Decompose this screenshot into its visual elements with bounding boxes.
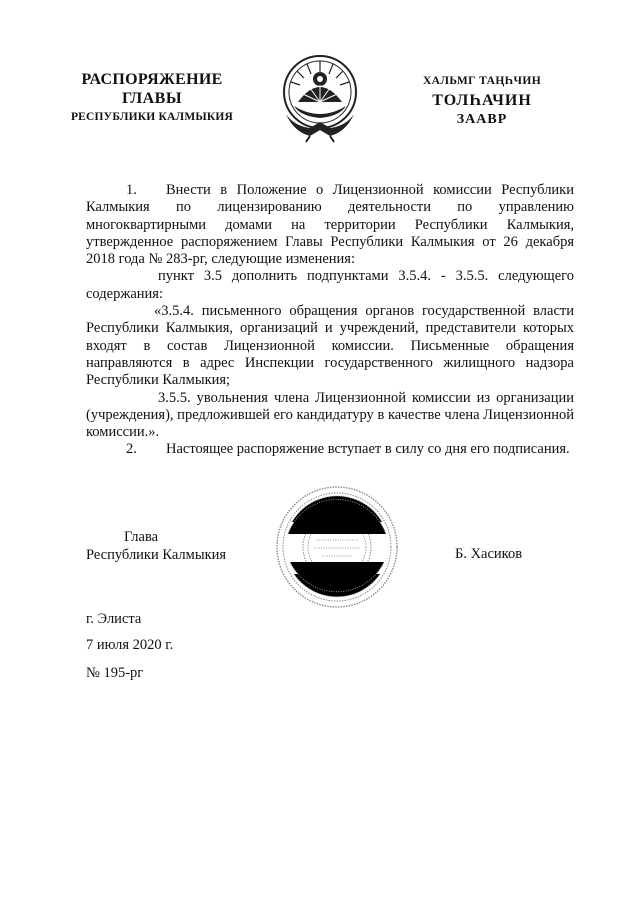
header-right-line2: ТОЛҺАЧИН — [432, 92, 532, 109]
paragraph-item-354: «3.5.4. письменного обращения органов государственной власти Республики Калмыкия, организаций и учреждений, представители которых входят в состав Лицензионной комиссии. Письменные обращения направляются в адрес Инспекции государственного жилищного надзора Республики Калмыкия; — [86, 303, 574, 389]
item2-number: 2. — [126, 441, 137, 458]
item1-text: Внести в Положение о Лицензионной комиссии Республики Калмыкия по лицензированию деятельности по управлению многоквартирными домами на территории Республики Калмыкия, утвержденное распоряжением Главы Республики Калмыкия от 26 декабря 2018 года № 283-рг, следующие изменения: — [86, 182, 574, 268]
paragraph-item1-sub: пункт 3.5 дополнить подпунктами 3.5.4. - 3.5.5. следующего содержания: — [86, 268, 574, 302]
emblem-icon — [280, 52, 360, 144]
paragraph-item2 — [86, 441, 574, 458]
item2-text: Настоящее распоряжение вступает в силу со дня его подписания. — [166, 441, 570, 458]
header-right-line1: ХАЛЬМГ ТАҢҺЧИН — [422, 75, 542, 87]
footer-date: 7 июля 2020 г. — [86, 637, 174, 653]
signatory-title-line1: Глава — [124, 529, 159, 545]
header-right — [402, 72, 562, 129]
document-body — [86, 182, 574, 459]
official-stamp — [272, 482, 402, 612]
signatory-title — [86, 528, 226, 564]
signatory-title-line2: Республики Калмыкия — [86, 547, 227, 563]
header-left-line3: РЕСПУБЛИКИ КАЛМЫКИЯ — [70, 111, 234, 123]
header-left-line2: ГЛАВЫ — [121, 90, 183, 107]
signatory-name: Б. Хасиков — [455, 546, 523, 562]
paragraph-item1 — [86, 182, 574, 268]
header-right-line3: ЗААВР — [456, 112, 508, 127]
footer-number: № 195-рг — [86, 665, 144, 681]
footer-city: г. Элиста — [86, 611, 142, 627]
paragraph-item-355: 3.5.5. увольнения члена Лицензионной комиссии из организации (учреждения), предложившей его кандидатуру в качестве члена Лицензионной комиссии.». — [86, 389, 574, 441]
header-left-line1: РАСПОРЯЖЕНИЕ — [81, 71, 223, 88]
item1-number: 1. — [126, 182, 137, 198]
header-left — [62, 70, 242, 127]
